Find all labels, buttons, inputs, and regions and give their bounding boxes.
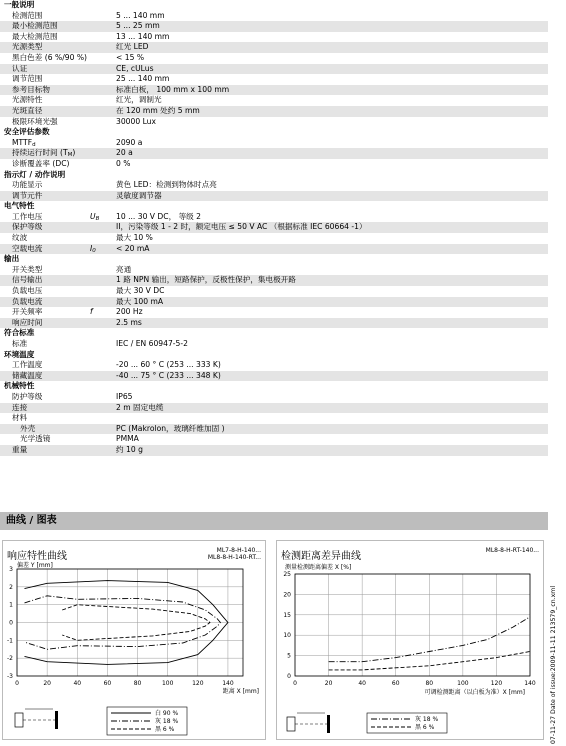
spec-value: 黄色 LED：检测到物体时点亮: [116, 180, 217, 190]
spec-section-header: [0, 170, 548, 181]
spec-label-text: 最大检测范围: [12, 31, 58, 41]
spec-value: CE, cULus: [116, 63, 154, 73]
spec-label: [12, 318, 42, 329]
spec-label: [12, 212, 42, 223]
spec-label: [12, 32, 58, 43]
spec-section-header: [0, 381, 548, 392]
spec-label-text: 光斑直径: [12, 105, 43, 115]
sensor-icon: [15, 713, 23, 727]
spec-symbol-text: I: [90, 243, 93, 253]
y-tick-label: 3: [9, 566, 13, 573]
spec-row: [0, 64, 548, 75]
spec-row: [0, 371, 548, 382]
distance-deviation-panel: [276, 540, 544, 740]
spec-value: PMMA: [116, 434, 139, 444]
spec-row: [0, 392, 548, 403]
spec-label: [12, 413, 27, 424]
spec-symbol-subscript: B: [95, 215, 100, 222]
spec-label: [12, 180, 42, 191]
sensor-icon: [287, 717, 295, 731]
spec-label-text: 调节范围: [12, 74, 43, 84]
x-tick-label: 20: [43, 680, 51, 687]
spec-value: < 20 mA: [116, 243, 150, 253]
section-title: 安全评估参数: [4, 127, 50, 137]
spec-value: 5 ... 25 mm: [116, 21, 160, 31]
spec-row: [0, 233, 548, 244]
spec-label: [12, 53, 87, 64]
spec-value: 2.5 ms: [116, 317, 142, 327]
spec-label: [12, 222, 42, 233]
spec-row: [0, 434, 548, 445]
section-title: 符合标准: [4, 328, 35, 338]
spec-label-text: 连接: [12, 402, 28, 412]
spec-label: [12, 74, 42, 85]
spec-symbol-subscript: 0: [92, 247, 96, 254]
spec-label-text: 保护等级: [12, 222, 43, 232]
spec-label-text: 持续运行时间 (T: [12, 148, 68, 158]
curves-section-title: 曲线 / 图表: [6, 515, 57, 526]
chart2-svg: [277, 541, 543, 739]
x-tick-label: 80: [425, 680, 434, 687]
spec-value: 25 ... 140 mm: [116, 74, 170, 84]
spec-symbol-text: U: [90, 211, 96, 221]
legend-label: 黑 6 %: [415, 724, 435, 731]
x-axis-label: 可调检测距离（以白板为准）X [mm]: [424, 689, 525, 696]
chart2-code-1: ML8-8-H-RT-140...: [485, 547, 539, 554]
spec-label-subscript: d: [32, 141, 36, 148]
spec-label: [12, 191, 42, 202]
legend-label: 白 90 %: [155, 710, 179, 717]
spec-row: [0, 424, 548, 435]
section-title: 一般说明: [4, 0, 35, 9]
x-tick-label: 120: [192, 680, 204, 687]
spec-label: [12, 307, 42, 318]
spec-label-text: 极限环境光强: [12, 116, 58, 126]
spec-label: [12, 42, 42, 53]
spec-label-text: 工作电压: [12, 211, 43, 221]
y-tick-label: -2: [7, 655, 13, 663]
spec-row: [0, 95, 548, 106]
spec-value: II，污染等级 1 - 2 时，额定电压 ≤ 50 V AC （根据标准 IEC 60664 -1）: [116, 222, 367, 232]
spec-row: [0, 138, 548, 149]
spec-value: 2090 a: [116, 137, 143, 147]
chart1-code-1: ML7-8-H-140...: [216, 547, 261, 554]
spec-label-text: 最小检测范围: [12, 21, 58, 31]
spec-value: 灵敏度调节器: [116, 190, 162, 200]
spec-row: [0, 32, 548, 43]
spec-label: [12, 371, 42, 382]
x-axis-label: 距离 X [mm]: [222, 688, 259, 695]
spec-value: 1 路 NPN 输出，短路保护，反极性保护，集电极开路: [116, 275, 296, 285]
spec-label: [12, 339, 27, 350]
spec-row: [0, 117, 548, 128]
legend-label: 灰 18 %: [155, 718, 179, 725]
y-axis-label: 测量检测距离偏差 X [%]: [285, 564, 352, 571]
x-tick-label: 40: [358, 680, 366, 687]
x-tick-label: 20: [324, 680, 333, 687]
y-tick-label: -3: [7, 673, 13, 680]
spec-label-text: 开关类型: [12, 264, 43, 274]
x-tick-label: 140: [222, 680, 234, 687]
spec-label-text: 负载电流: [12, 296, 43, 306]
curves-section-header: [0, 512, 548, 530]
chart1-model-codes: [208, 547, 261, 561]
y-tick-label: 0: [287, 673, 291, 680]
spec-label-subscript: M: [67, 152, 73, 159]
spec-row: [0, 85, 548, 96]
spec-label: [12, 360, 42, 371]
spec-row: [0, 148, 548, 159]
spec-section-header: [0, 254, 548, 265]
spec-row: [0, 286, 548, 297]
spec-label: [12, 106, 42, 117]
y-tick-label: 1: [9, 601, 13, 609]
spec-row: [0, 21, 548, 32]
section-title: 电气特性: [4, 201, 35, 211]
spec-row: [0, 42, 548, 53]
x-tick-label: 100: [161, 680, 174, 687]
spec-value: 红光 LED: [116, 42, 149, 52]
spec-row: [0, 318, 548, 329]
spec-value: 5 ... 140 mm: [116, 10, 165, 20]
spec-section-header: [0, 0, 548, 11]
spec-label: [12, 64, 27, 75]
spec-row: [0, 403, 548, 414]
spec-row: [0, 339, 548, 350]
spec-row: [0, 297, 548, 308]
y-tick-label: 15: [283, 611, 291, 619]
spec-value: 13 ... 140 mm: [116, 31, 170, 41]
issue-date-sidebar: [546, 540, 566, 746]
spec-label-text: 开关频率: [12, 307, 43, 317]
spec-label-text: 防护等级: [12, 391, 43, 401]
spec-value: 最大 100 mA: [116, 296, 164, 306]
spec-row: [0, 265, 548, 276]
spec-row: [0, 11, 548, 22]
y-axis-label: 偏差 Y [mm]: [17, 562, 53, 569]
spec-value: -40 ... 75 ° C (233 ... 348 K): [116, 370, 221, 380]
spec-label: [12, 117, 58, 128]
spec-row: [0, 180, 548, 191]
spec-label-text: MTTF: [12, 137, 33, 147]
section-title: 输出: [4, 254, 20, 264]
chart2-model-code: [486, 547, 539, 554]
spec-label-text: 储藏温度: [12, 370, 43, 380]
spec-section-header: [0, 127, 548, 138]
section-title: 机械特性: [4, 381, 35, 391]
spec-row: [0, 413, 548, 424]
spec-value: IP65: [116, 391, 133, 401]
spec-label: [12, 392, 42, 403]
spec-row: [0, 445, 548, 456]
spec-row: [0, 74, 548, 85]
spec-label: [12, 21, 58, 32]
spec-value: 2 m 固定电缆: [116, 402, 164, 412]
spec-row: [0, 222, 548, 233]
issue-date-text: 07-11-27 Date of issue:2009-11-11 213579_cn.xml: [550, 585, 557, 744]
spec-label-text: 标准: [12, 339, 28, 348]
spec-symbol: [90, 307, 93, 318]
spec-label-text: 功能显示: [12, 180, 43, 190]
spec-value: 最大 10 %: [116, 233, 153, 243]
spec-label-text: 负载电压: [12, 286, 43, 296]
spec-label-text: 光源特性: [12, 95, 43, 105]
spec-row: [0, 244, 548, 255]
spec-label: [12, 275, 42, 286]
y-tick-label: 20: [283, 591, 291, 599]
spec-label-text: 外壳: [20, 423, 36, 433]
y-tick-label: 0: [9, 619, 13, 627]
x-tick-label: 100: [457, 680, 469, 687]
response-curve-panel: [2, 540, 266, 740]
target-icon: [55, 711, 58, 729]
y-tick-label: -1: [7, 637, 13, 645]
spec-label-text: 调节元件: [12, 190, 43, 200]
chart1-svg: [3, 541, 265, 739]
spec-value: 0 %: [116, 158, 131, 168]
x-tick-label: 0: [293, 680, 297, 687]
spec-value: 30000 Lux: [116, 116, 156, 126]
spec-label-text: 纹波: [12, 233, 28, 243]
spec-row: [0, 360, 548, 371]
spec-section-header: [0, 350, 548, 361]
spec-label-text: 检测范围: [12, 10, 43, 20]
target-icon: [327, 715, 330, 733]
spec-value: 最大 30 V DC: [116, 286, 165, 296]
spec-label: [20, 434, 50, 445]
spec-label: [12, 159, 69, 170]
spec-row: [0, 159, 548, 170]
spec-label: [12, 95, 42, 106]
spec-symbol-text: f: [90, 307, 93, 317]
spec-value: 红光，调制光: [116, 95, 162, 105]
spec-section-header: [0, 201, 548, 212]
y-tick-label: 25: [283, 571, 291, 578]
spec-row: [0, 307, 548, 318]
spec-value: 20 a: [116, 148, 133, 158]
spec-value: < 15 %: [116, 52, 145, 62]
spec-value: PC (Makrolon，玻璃纤维加固 ): [116, 423, 225, 433]
spec-label-text: 参考目标物: [12, 84, 50, 94]
spec-label-text: 空载电流: [12, 243, 43, 253]
x-tick-label: 60: [103, 680, 112, 687]
spec-label-text: 重量: [12, 444, 28, 454]
spec-label: [12, 11, 42, 22]
spec-label-text: 工作温度: [12, 360, 43, 370]
plot-frame: [295, 574, 530, 676]
x-tick-label: 140: [524, 680, 536, 687]
spec-label: [12, 85, 50, 96]
spec-label-text: 材料: [12, 413, 28, 423]
y-tick-label: 2: [9, 583, 13, 591]
spec-label: [12, 286, 42, 297]
spec-row: [0, 275, 548, 286]
chart1-code-2: ML8-8-H-140-RT...: [207, 554, 261, 561]
spec-row: [0, 212, 548, 223]
chart1-title: 响应特性曲线: [7, 551, 67, 562]
spec-label: [12, 233, 27, 244]
spec-row: [0, 106, 548, 117]
spec-label-text: 响应时间: [12, 317, 43, 327]
section-title: 指示灯 / 动作说明: [4, 169, 66, 179]
spec-label-text: 黑白色差 (6 %/90 %): [12, 52, 88, 62]
spec-row: [0, 191, 548, 202]
x-tick-label: 60: [391, 680, 400, 687]
x-tick-label: 40: [73, 680, 82, 687]
spec-label: [12, 403, 27, 414]
section-title: 环境温度: [4, 349, 35, 359]
spec-value: 亮通: [116, 264, 132, 274]
spec-label-text: 光源类型: [12, 42, 43, 52]
x-tick-label: 120: [490, 680, 503, 687]
spec-label: [12, 244, 42, 255]
legend-label: 黑 6 %: [155, 726, 175, 733]
spec-value: 约 10 g: [116, 444, 143, 454]
spec-label-text: 信号输出: [12, 275, 43, 285]
x-tick-label: 80: [133, 680, 142, 687]
legend-label: 灰 18 %: [415, 716, 439, 723]
spec-value: IEC / EN 60947-5-2: [116, 339, 188, 348]
spec-value: -20 ... 60 ° C (253 ... 333 K): [116, 360, 221, 370]
spec-label-text: 诊断覆盖率 (DC): [12, 158, 70, 168]
spec-value: 10 ... 30 V DC， 等级 2: [116, 211, 202, 221]
spec-label: [12, 265, 42, 276]
spec-value: 在 120 mm 处约 5 mm: [116, 105, 200, 115]
spec-section-header: [0, 328, 548, 339]
chart2-title: 检测距离差异曲线: [281, 551, 361, 562]
spec-label-text: 认证: [12, 63, 28, 73]
spec-value: 标准白板， 100 mm x 100 mm: [116, 84, 230, 94]
spec-label-text: 光学透镜: [20, 434, 51, 444]
spec-label: [20, 424, 35, 435]
y-tick-label: 5: [287, 652, 291, 660]
spec-label: [12, 297, 42, 308]
spec-value: 200 Hz: [116, 307, 143, 317]
spec-row: [0, 53, 548, 64]
spec-label-suffix: ): [72, 148, 76, 158]
spec-label: [12, 445, 27, 456]
x-tick-label: 0: [15, 680, 19, 687]
y-tick-label: 10: [283, 632, 291, 640]
